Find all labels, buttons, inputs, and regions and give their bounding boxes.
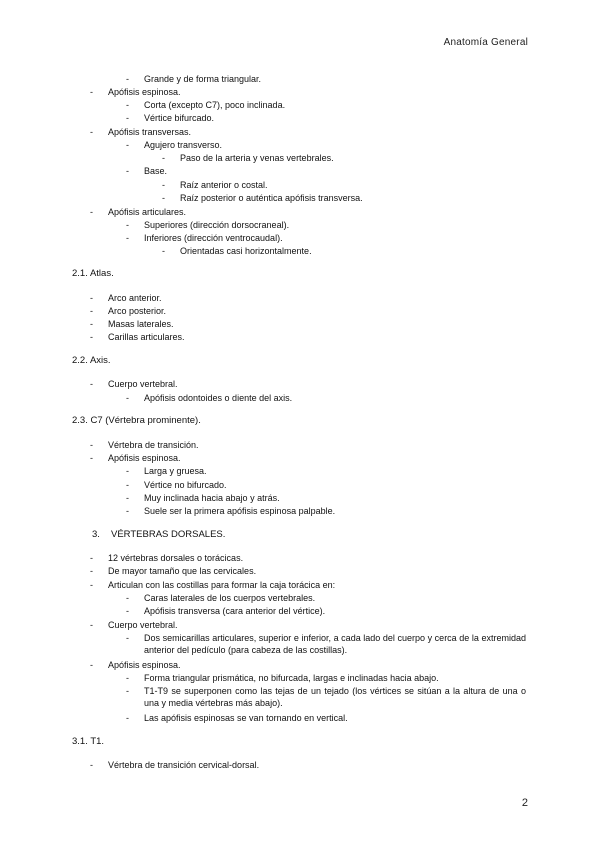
bullet-dash: -: [126, 100, 129, 110]
bullet-dash: -: [126, 220, 129, 230]
section-heading-axis: 2.2. Axis.: [72, 355, 111, 366]
bullet-dash: -: [126, 140, 129, 150]
bullet-dash: -: [90, 566, 93, 576]
bullet-dash: -: [126, 466, 129, 476]
bullet-dash: -: [126, 633, 129, 643]
bullet-dash: -: [126, 166, 129, 176]
bullet-dash: -: [126, 113, 129, 123]
bullet-dash: -: [90, 620, 93, 630]
bullet-dash: -: [126, 713, 129, 723]
bullet-dash: -: [126, 493, 129, 503]
section-heading-atlas: 2.1. Atlas.: [72, 268, 114, 279]
bullet-dash: -: [126, 233, 129, 243]
section-title: VÉRTEBRAS DORSALES.: [111, 529, 226, 540]
bullet-dash: -: [90, 332, 93, 342]
bullet-dash: -: [126, 393, 129, 403]
bullet-dash: -: [90, 760, 93, 770]
bullet-dash: -: [90, 580, 93, 590]
bullet-dash: -: [90, 127, 93, 137]
bullet-dash: -: [126, 506, 129, 516]
bullet-dash: -: [162, 180, 165, 190]
bullet-dash: -: [90, 379, 93, 389]
bullet-dash: -: [90, 553, 93, 563]
bullet-dash: -: [126, 74, 129, 84]
page-number: 2: [521, 797, 528, 809]
bullet-dash: -: [162, 193, 165, 203]
bullet-dash: -: [90, 207, 93, 217]
bullet-dash: -: [126, 593, 129, 603]
bullet-dash: -: [90, 293, 93, 303]
bullet-dash: -: [90, 440, 93, 450]
bullet-dash: -: [90, 319, 93, 329]
section-number: 3.: [92, 529, 100, 540]
section-heading-t1: 3.1. T1.: [72, 736, 105, 747]
bullet-dash: -: [90, 87, 93, 97]
bullet-dash: -: [90, 660, 93, 670]
bullet-dash: -: [126, 606, 129, 616]
bullet-dash: -: [90, 453, 93, 463]
bullet-dash: -: [162, 246, 165, 256]
bullet-dash: -: [162, 153, 165, 163]
page-header-title: Anatomía General: [443, 37, 528, 48]
bullet-dash: -: [126, 480, 129, 490]
bullet-dash: -: [126, 686, 129, 696]
bullet-dash: -: [90, 306, 93, 316]
bullet-dash: -: [126, 673, 129, 683]
document-page: Anatomía General - Grande y de forma triangular. - Apófisis espinosa. - Corta (excepto C7), poco inclinada. - Vértice bifurcado. - Apófisis transversas. - Agujero transverso. - Paso de la arteria y venas vertebrales. - Base. - Raíz anterior o costal. - Raíz posterior o auténtica apófisis transversa. - Apófisis articulares. - Superiores (dirección dorsocraneal). - Inferiores (dirección ventrocaudal). - Orientadas casi horizontalmente. 2.1. Atlas. - Arco anterior. - Arco posterior. - Masas laterales. - Carillas articulares. 2.2. Axis. - Cuerpo vertebral. - Apófisis odontoides o diente del axis. 2.3. C7 (Vértebra prominente). - Vértebra de transición. - Apófisis espinosa. - Larga y gruesa. - Vértice no bifurcado. - Muy inclinada hacia abajo y atrás. - Suele ser la primera apófisis espinosa palpable. 3. VÉRTEBRAS DORSALES. - 12 vértebras dorsales o torácicas. - De mayor tamaño que las cervicales. - Articulan con las costillas para formar la caja torácica en: - Caras laterales de los cuerpos vertebrales. - Apófisis transversa (cara anterior del vértice). - Cuerpo vertebral. - Dos semicarillas articulares, superior e inferior, a cada lado del cuerpo y cerca de la extremidad anterior del pedículo (para cabeza de las costillas). - Apófisis espinosa. - Forma triangular prismática, no bifurcada, largas e inclinadas hacia abajo. - T1-T9 se superponen como las tejas de un tejado (los vértices se sitúan a la altura de una o una y media vértebras más abajo). - Las apófisis espinosas se van tornando en vertical. 3.1. T1. - Vértebra de transición cervical-dorsal. 2: [72, 37, 528, 809]
section-heading-c7: 2.3. C7 (Vértebra prominente).: [72, 415, 201, 426]
